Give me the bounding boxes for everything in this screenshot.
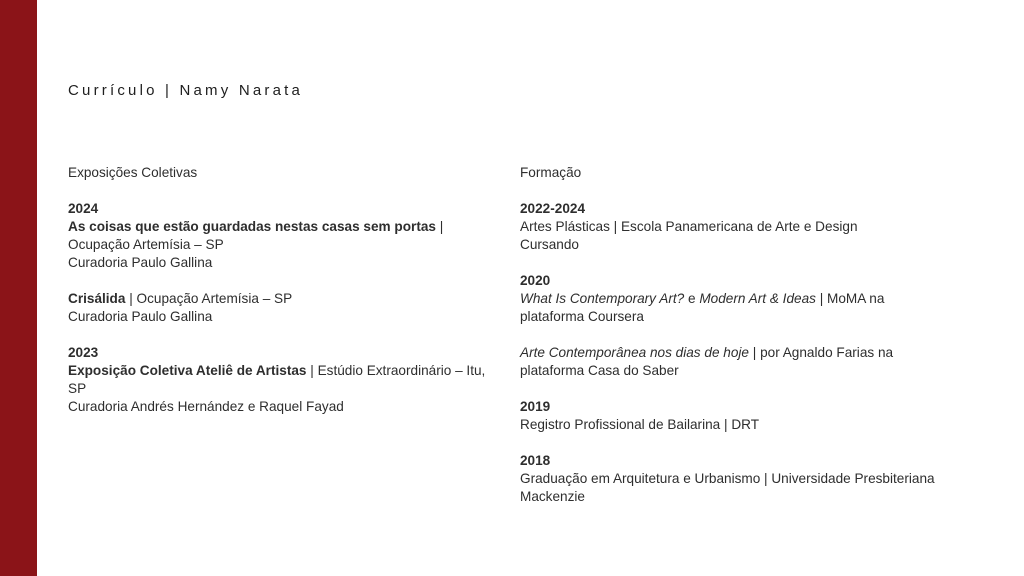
education-heading: Formação xyxy=(520,165,582,180)
exhibition-venue: Estúdio Extraordinário – Itu, SP xyxy=(68,363,486,396)
education-entry xyxy=(520,344,940,380)
education-description: Artes Plásticas | Escola Panamericana de Arte e Design xyxy=(520,219,858,234)
education-column xyxy=(520,164,940,524)
page-title: Currículo | Namy Narata xyxy=(68,82,304,99)
accent-side-bar xyxy=(0,0,37,576)
entry-description xyxy=(68,218,498,254)
entry-year: 2019 xyxy=(520,399,551,414)
entry-description xyxy=(68,290,498,308)
education-description: Registro Profissional de Bailarina | DRT xyxy=(520,417,760,432)
exhibition-title: As coisas que estão guardadas nestas casas sem portas xyxy=(68,219,436,234)
exhibition-curation: Curadoria Paulo Gallina xyxy=(68,255,213,270)
entry-year: 2023 xyxy=(68,345,99,360)
separator: | xyxy=(435,219,444,234)
exhibition-entry xyxy=(68,290,498,326)
exhibition-entry xyxy=(68,344,498,416)
course-provider: | por Agnaldo Farias na plataforma Casa do Saber xyxy=(520,345,894,378)
entry-year: 2020 xyxy=(520,273,551,288)
entry-year: 2024 xyxy=(68,201,99,216)
education-entry xyxy=(520,272,940,326)
course-title: Modern Art & Ideas xyxy=(699,291,816,306)
entry-description xyxy=(68,362,498,398)
exhibition-title: Crisálida xyxy=(68,291,126,306)
exhibition-venue: Ocupação Artemísia – SP xyxy=(136,291,293,306)
education-entry xyxy=(520,200,940,254)
exhibition-venue: Ocupação Artemísia – SP xyxy=(68,237,224,252)
education-status: Cursando xyxy=(520,237,579,252)
collective-exhibitions-column xyxy=(68,164,498,434)
education-entry xyxy=(520,452,940,506)
exhibition-entry xyxy=(68,200,498,272)
course-provider: | MoMA na plataforma Coursera xyxy=(520,291,885,324)
exhibition-title: Exposição Coletiva Ateliê de Artistas xyxy=(68,363,307,378)
separator: | xyxy=(306,363,318,378)
separator: | xyxy=(125,291,137,306)
exhibition-curation: Curadoria Paulo Gallina xyxy=(68,309,213,324)
entry-year: 2018 xyxy=(520,453,551,468)
course-title: Arte Contemporânea nos dias de hoje xyxy=(520,345,749,360)
course-title: What Is Contemporary Art? xyxy=(520,291,685,306)
entry-year: 2022-2024 xyxy=(520,201,586,216)
collective-exhibitions-heading: Exposições Coletivas xyxy=(68,165,198,180)
education-entry xyxy=(520,398,940,434)
education-description xyxy=(520,290,940,326)
exhibition-curation: Curadoria Andrés Hernández e Raquel Fayad xyxy=(68,399,344,414)
education-description: Graduação em Arquitetura e Urbanismo | Universidade Presbiteriana Mackenzie xyxy=(520,471,935,504)
education-description xyxy=(520,344,940,380)
conjunction: e xyxy=(684,291,700,306)
